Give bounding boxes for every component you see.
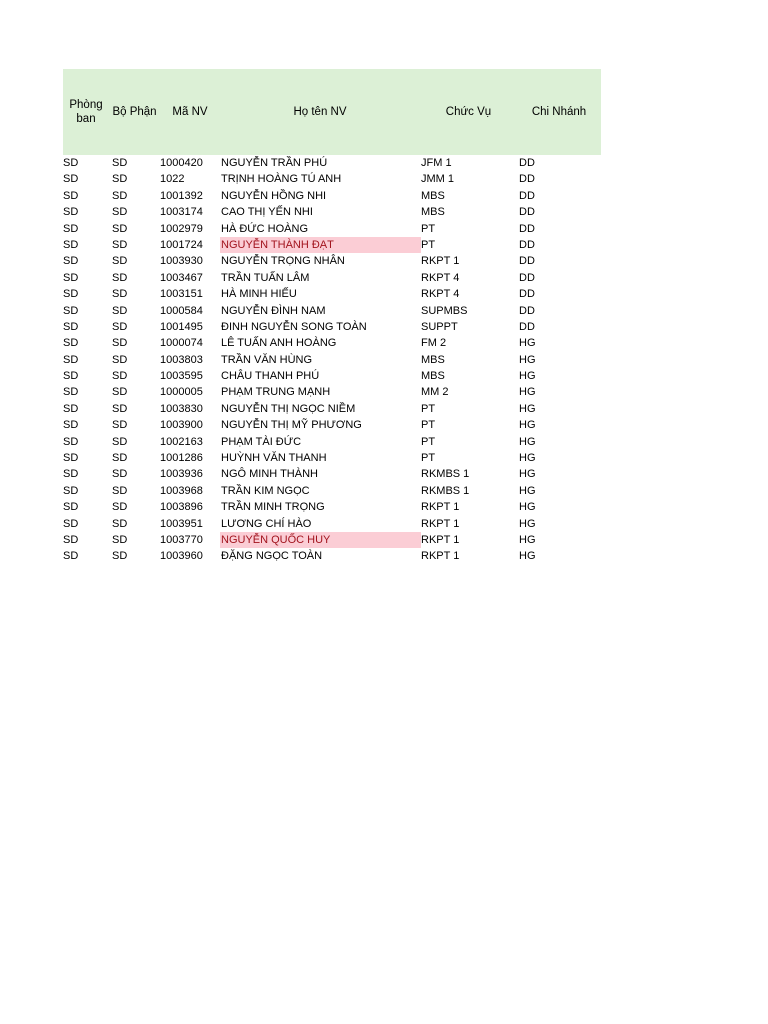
cell-chi-nhanh[interactable]: DD [519,255,535,268]
cell-ho-ten[interactable]: NGUYỄN THỊ NGỌC NIỀM [221,402,356,415]
cell-phong-ban[interactable]: SD [63,452,79,465]
cell-bo-phan[interactable]: SD [112,468,128,481]
header-bo-phan: Bộ Phận [112,106,157,118]
cell-bo-phan[interactable]: SD [112,271,128,284]
cell-ho-ten[interactable]: PHẠM TÀI ĐỨC [221,435,302,448]
cell-bo-phan[interactable]: SD [112,288,128,301]
cell-ma-nv[interactable]: 1003936 [160,468,203,481]
cell-chi-nhanh[interactable]: HG [519,501,536,514]
cell-phong-ban[interactable]: SD [63,173,79,186]
table-row [63,548,601,564]
cell-chi-nhanh[interactable]: HG [519,452,536,465]
cell-ho-ten[interactable]: PHẠM TRUNG MẠNH [221,386,331,399]
table-body [63,155,601,565]
table-row [63,319,601,335]
cell-ma-nv[interactable]: 1001724 [160,238,203,251]
cell-bo-phan[interactable]: SD [112,337,128,350]
cell-phong-ban[interactable]: SD [63,484,79,497]
cell-phong-ban[interactable]: SD [63,533,79,546]
table-row [63,270,601,286]
cell-phong-ban[interactable]: SD [63,222,79,235]
cell-chi-nhanh[interactable]: DD [519,173,535,186]
cell-ho-ten[interactable]: CAO THỊ YẾN NHI [221,206,313,219]
cell-ho-ten[interactable]: LƯƠNG CHÍ HÀO [221,517,312,530]
cell-phong-ban[interactable]: SD [63,304,79,317]
cell-chuc-vu[interactable]: PT [421,402,436,415]
cell-chi-nhanh[interactable]: DD [519,238,535,251]
cell-chuc-vu[interactable]: PT [421,452,436,465]
cell-bo-phan[interactable]: SD [112,206,128,219]
cell-bo-phan[interactable]: SD [112,189,128,202]
cell-ho-ten[interactable]: NGUYỄN THÀNH ĐẠT [220,237,421,253]
cell-bo-phan[interactable]: SD [112,173,128,186]
table-row [63,188,601,204]
cell-ma-nv[interactable]: 1003930 [160,255,203,268]
cell-phong-ban[interactable]: SD [63,189,79,202]
cell-bo-phan[interactable]: SD [112,501,128,514]
cell-chuc-vu[interactable]: RKPT 4 [421,288,460,301]
cell-ho-ten[interactable]: ĐINH NGUYỄN SONG TOÀN [221,320,367,333]
employee-table [63,69,601,563]
cell-chuc-vu[interactable]: JFM 1 [421,157,452,169]
header-ho-ten: Họ tên NV [293,106,347,118]
table-row [63,171,601,187]
cell-ho-ten[interactable]: TRỊNH HOÀNG TÚ ANH [221,173,342,186]
cell-phong-ban[interactable]: SD [63,206,79,219]
cell-phong-ban[interactable]: SD [63,157,79,169]
cell-bo-phan[interactable]: SD [112,222,128,235]
cell-phong-ban[interactable]: SD [63,386,79,399]
cell-chi-nhanh[interactable]: HG [519,386,536,399]
cell-ma-nv[interactable]: 1003951 [160,517,203,530]
cell-chuc-vu[interactable]: RKPT 1 [421,517,460,530]
cell-chuc-vu[interactable]: PT [421,222,436,235]
cell-phong-ban[interactable]: SD [63,353,79,366]
cell-ma-nv[interactable]: 1001495 [160,320,203,333]
table-row [63,237,601,253]
cell-ma-nv[interactable]: 1001286 [160,452,203,465]
cell-ma-nv[interactable]: 1000584 [160,304,203,317]
cell-ho-ten[interactable]: NGUYỄN QUỐC HUY [220,532,421,548]
cell-chi-nhanh[interactable]: DD [519,222,535,235]
cell-ho-ten[interactable]: NGUYỄN TRỌNG NHÂN [221,255,345,268]
cell-ma-nv[interactable]: 1003595 [160,370,203,383]
cell-phong-ban[interactable]: SD [63,435,79,448]
table-row [63,303,601,319]
table-row [63,532,601,548]
cell-ma-nv[interactable]: 1000074 [160,337,203,350]
cell-phong-ban[interactable]: SD [63,402,79,415]
cell-ho-ten[interactable]: HUỲNH VĂN THANH [221,452,327,465]
table-row [63,516,601,532]
cell-bo-phan[interactable]: SD [112,452,128,465]
cell-chuc-vu[interactable]: MBS [421,370,445,383]
cell-ho-ten[interactable]: TRẦN KIM NGỌC [221,484,310,497]
cell-ma-nv[interactable]: 1003174 [160,206,203,219]
cell-phong-ban[interactable]: SD [63,255,79,268]
cell-chi-nhanh[interactable]: HG [519,533,536,546]
cell-ho-ten[interactable]: TRẦN TUẤN LÂM [221,271,310,284]
cell-chi-nhanh[interactable]: HG [519,402,536,415]
cell-phong-ban[interactable]: SD [63,320,79,333]
cell-ma-nv[interactable]: 1003830 [160,402,203,415]
cell-bo-phan[interactable]: SD [112,304,128,317]
table-row [63,221,601,237]
cell-ma-nv[interactable]: 1000420 [160,157,203,169]
cell-chuc-vu[interactable]: MBS [421,353,445,366]
cell-ma-nv[interactable]: 1003968 [160,484,203,497]
cell-ma-nv[interactable]: 1003803 [160,353,203,366]
cell-chuc-vu[interactable]: MBS [421,206,445,219]
cell-chuc-vu[interactable]: RKMBS 1 [421,468,470,481]
cell-chuc-vu[interactable]: RKPT 1 [421,501,460,514]
cell-chi-nhanh[interactable]: HG [519,337,536,350]
cell-ma-nv[interactable]: 1022 [160,173,185,186]
cell-phong-ban[interactable]: SD [63,468,79,481]
cell-chi-nhanh[interactable]: DD [519,320,535,333]
cell-bo-phan[interactable]: SD [112,435,128,448]
cell-chi-nhanh[interactable]: DD [519,271,535,284]
cell-ho-ten[interactable]: HÀ MINH HIẾU [221,288,297,301]
cell-bo-phan[interactable]: SD [112,533,128,546]
cell-ma-nv[interactable]: 1003151 [160,288,203,301]
cell-phong-ban[interactable]: SD [63,238,79,251]
table-row [63,384,601,400]
cell-ma-nv[interactable]: 1001392 [160,189,203,202]
table-row [63,286,601,302]
cell-ma-nv[interactable]: 1000005 [160,386,203,399]
cell-chuc-vu[interactable]: JMM 1 [421,173,454,186]
cell-chuc-vu[interactable]: SUPPT [421,320,458,333]
cell-ho-ten[interactable]: NGUYỄN TRẦN PHÚ [221,157,328,169]
cell-bo-phan[interactable]: SD [112,353,128,366]
cell-phong-ban[interactable]: SD [63,517,79,530]
header-chi-nhanh: Chi Nhánh [531,106,587,118]
table-row [63,253,601,269]
cell-bo-phan[interactable]: SD [112,238,128,251]
cell-chi-nhanh[interactable]: HG [519,468,536,481]
cell-chi-nhanh[interactable]: DD [519,288,535,301]
cell-chuc-vu[interactable]: MBS [421,189,445,202]
cell-bo-phan[interactable]: SD [112,419,128,432]
table-row [63,450,601,466]
table-row [63,466,601,482]
cell-chuc-vu[interactable]: MM 2 [421,386,449,399]
cell-ho-ten[interactable]: ĐẶNG NGỌC TOÀN [221,550,323,563]
cell-bo-phan[interactable]: SD [112,550,128,563]
cell-ho-ten[interactable]: TRẦN VĂN HÙNG [221,353,313,366]
cell-chi-nhanh[interactable]: DD [519,189,535,202]
cell-chi-nhanh[interactable]: DD [519,304,535,317]
cell-bo-phan[interactable]: SD [112,255,128,268]
cell-ma-nv[interactable]: 1002979 [160,222,203,235]
table-row [63,499,601,515]
cell-chi-nhanh[interactable]: DD [519,206,535,219]
cell-chuc-vu[interactable]: RKMBS 1 [421,484,470,497]
table-row [63,335,601,351]
cell-chi-nhanh[interactable]: HG [519,550,536,563]
cell-ma-nv[interactable]: 1003467 [160,271,203,284]
table-row [63,483,601,499]
cell-ho-ten[interactable]: NGUYỄN ĐÌNH NAM [221,304,326,317]
cell-chuc-vu[interactable]: RKPT 4 [421,271,460,284]
cell-chuc-vu[interactable]: RKPT 1 [421,550,460,563]
cell-ho-ten[interactable]: HÀ ĐỨC HOÀNG [221,222,309,235]
cell-chi-nhanh[interactable]: HG [519,370,536,383]
header-ma-nv: Mã NV [172,106,208,118]
cell-chuc-vu[interactable]: RKPT 1 [421,255,460,268]
cell-bo-phan[interactable]: SD [112,517,128,530]
header-phong-ban: Phòng ban [69,99,103,125]
table-row [63,204,601,220]
cell-bo-phan[interactable]: SD [112,484,128,497]
cell-bo-phan[interactable]: SD [112,386,128,399]
table-row [63,401,601,417]
cell-chi-nhanh[interactable]: HG [519,435,536,448]
cell-chi-nhanh[interactable]: HG [519,484,536,497]
cell-chuc-vu[interactable]: SUPMBS [421,304,468,317]
cell-chuc-vu[interactable]: FM 2 [421,337,447,350]
table-header [63,69,601,155]
cell-phong-ban[interactable]: SD [63,370,79,383]
table-row [63,417,601,433]
cell-phong-ban[interactable]: SD [63,419,79,432]
cell-phong-ban[interactable]: SD [63,501,79,514]
cell-chuc-vu[interactable]: PT [421,435,436,448]
cell-ma-nv[interactable]: 1003770 [160,533,203,546]
cell-ho-ten[interactable]: NGUYỄN HỒNG NHI [221,189,327,202]
cell-bo-phan[interactable]: SD [112,402,128,415]
header-chuc-vu: Chức Vụ [445,106,492,118]
table-row [63,155,601,171]
cell-ho-ten[interactable]: CHÂU THANH PHÚ [221,370,320,383]
cell-ho-ten[interactable]: NGUYỄN THỊ MỸ PHƯƠNG [221,419,362,432]
cell-ho-ten[interactable]: NGÔ MINH THÀNH [221,468,318,481]
cell-phong-ban[interactable]: SD [63,288,79,301]
cell-phong-ban[interactable]: SD [63,337,79,350]
table-row [63,352,601,368]
cell-ma-nv[interactable]: 1003960 [160,550,203,563]
cell-ma-nv[interactable]: 1002163 [160,435,203,448]
cell-ma-nv[interactable]: 1003900 [160,419,203,432]
cell-chi-nhanh[interactable]: DD [519,157,535,169]
table-row [63,368,601,384]
cell-chuc-vu[interactable]: PT [421,238,436,251]
cell-ho-ten[interactable]: TRẦN MINH TRỌNG [221,501,325,514]
cell-chuc-vu[interactable]: RKPT 1 [421,533,460,546]
cell-phong-ban[interactable]: SD [63,550,79,563]
cell-chi-nhanh[interactable]: HG [519,353,536,366]
cell-ho-ten[interactable]: LÊ TUẤN ANH HOÀNG [221,337,337,350]
cell-chuc-vu[interactable]: PT [421,419,436,432]
cell-chi-nhanh[interactable]: HG [519,517,536,530]
cell-phong-ban[interactable]: SD [63,271,79,284]
cell-ma-nv[interactable]: 1003896 [160,501,203,514]
cell-chi-nhanh[interactable]: HG [519,419,536,432]
table-row [63,434,601,450]
cell-bo-phan[interactable]: SD [112,320,128,333]
cell-bo-phan[interactable]: SD [112,370,128,383]
cell-bo-phan[interactable]: SD [112,157,128,169]
